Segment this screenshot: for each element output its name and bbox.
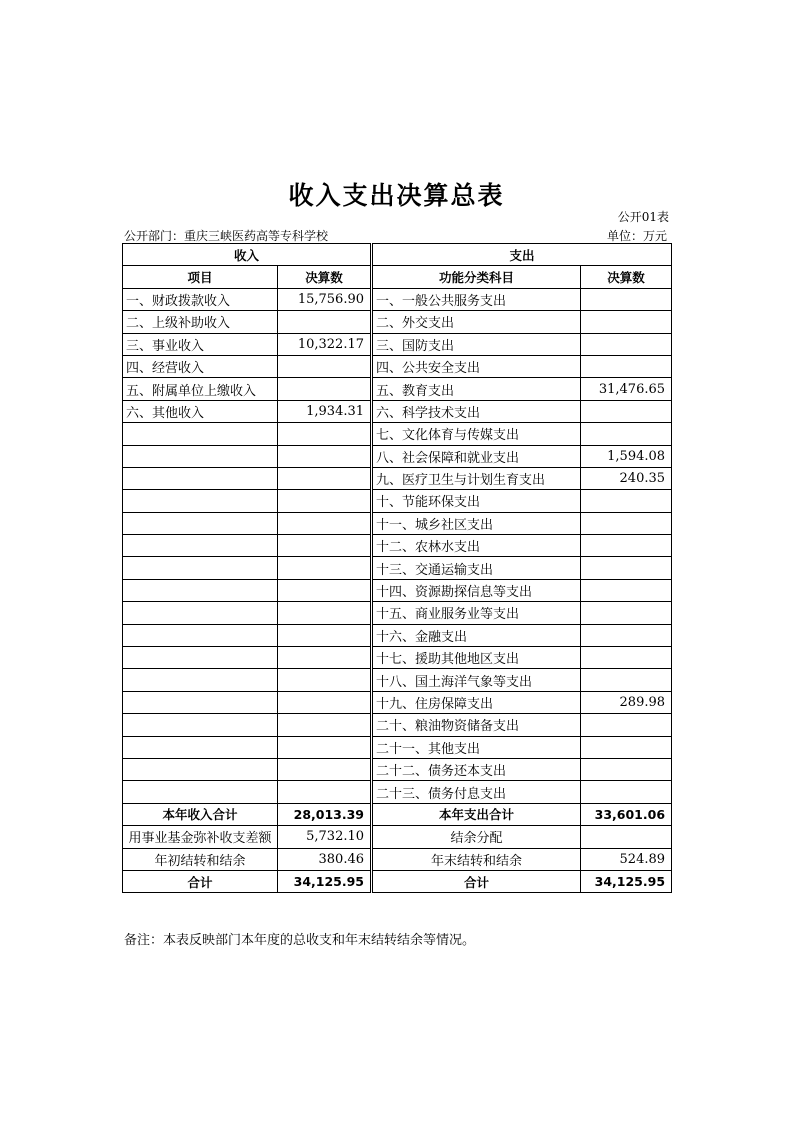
expense-amount-cell (581, 579, 672, 601)
income-amount-cell: 380.46 (278, 848, 372, 870)
expense-category-cell: 合计 (372, 870, 581, 892)
expense-amount-cell (581, 535, 672, 557)
table-row (123, 781, 672, 803)
header-row-columns (123, 266, 672, 288)
expense-amount-cell (581, 512, 672, 534)
expense-category-cell: 十二、农林水支出 (372, 535, 581, 557)
income-item-cell (123, 758, 278, 780)
income-item-cell (123, 669, 278, 691)
table-row (123, 848, 672, 870)
table-row (123, 691, 672, 713)
header-row-sections (123, 244, 672, 266)
income-item-cell (123, 445, 278, 467)
table-row (123, 423, 672, 445)
income-amount-cell (278, 647, 372, 669)
table-row (123, 803, 672, 825)
income-item-cell: 一、财政拨款收入 (123, 288, 278, 310)
category-header: 功能分类科目 (372, 266, 581, 288)
expense-category-cell: 二十、粮油物资储备支出 (372, 714, 581, 736)
income-amount-cell: 15,756.90 (278, 288, 372, 310)
expense-category-cell: 十八、国土海洋气象等支出 (372, 669, 581, 691)
expense-category-cell: 本年支出合计 (372, 803, 581, 825)
expense-category-cell: 十六、金融支出 (372, 624, 581, 646)
table-row (123, 714, 672, 736)
income-amount-cell (278, 781, 372, 803)
table-row (123, 355, 672, 377)
expense-amount-cell: 31,476.65 (581, 378, 672, 400)
expense-amount-cell (581, 624, 672, 646)
income-item-cell (123, 467, 278, 489)
income-amount-cell: 1,934.31 (278, 400, 372, 422)
income-amount-cell (278, 355, 372, 377)
table-row (123, 445, 672, 467)
table-row (123, 624, 672, 646)
expense-category-cell: 年末结转和结余 (372, 848, 581, 870)
unit-label: 单位：万元 (606, 229, 667, 243)
table-row (123, 400, 672, 422)
income-amount-cell: 5,732.10 (278, 826, 372, 848)
expense-amount-cell (581, 602, 672, 624)
income-amount-cell (278, 535, 372, 557)
expense-category-cell: 五、教育支出 (372, 378, 581, 400)
income-item-cell (123, 736, 278, 758)
income-item-cell (123, 490, 278, 512)
income-amount-cell (278, 490, 372, 512)
income-amount-cell (278, 602, 372, 624)
table-row (123, 333, 672, 355)
table-row (123, 826, 672, 848)
expense-header: 支出 (372, 244, 672, 266)
item-header: 项目 (123, 266, 278, 288)
income-header: 收入 (123, 244, 372, 266)
expense-category-cell: 二、外交支出 (372, 311, 581, 333)
table-row (123, 669, 672, 691)
income-item-cell (123, 781, 278, 803)
income-item-cell (123, 624, 278, 646)
expense-amount-cell (581, 311, 672, 333)
expense-category-cell: 二十二、债务还本支出 (372, 758, 581, 780)
income-amount-cell (278, 423, 372, 445)
expense-category-cell: 十七、援助其他地区支出 (372, 647, 581, 669)
income-amount-cell (278, 467, 372, 489)
expense-amount-cell (581, 557, 672, 579)
income-amount-cell (278, 579, 372, 601)
expense-amount-cell: 240.35 (581, 467, 672, 489)
expense-category-cell: 八、社会保障和就业支出 (372, 445, 581, 467)
income-item-cell (123, 512, 278, 534)
income-amount-cell: 34,125.95 (278, 870, 372, 892)
income-amount-cell (278, 624, 372, 646)
expense-category-cell: 二十三、债务付息支出 (372, 781, 581, 803)
table-row (123, 557, 672, 579)
table-row (123, 602, 672, 624)
expense-amount-cell (581, 288, 672, 310)
income-item-cell (123, 691, 278, 713)
expense-category-cell: 十、节能环保支出 (372, 490, 581, 512)
table-row (123, 378, 672, 400)
expense-amount-cell (581, 400, 672, 422)
expense-category-cell: 六、科学技术支出 (372, 400, 581, 422)
income-item-cell: 年初结转和结余 (123, 848, 278, 870)
expense-category-cell: 十三、交通运输支出 (372, 557, 581, 579)
income-amount-cell (278, 512, 372, 534)
income-amount-cell (278, 669, 372, 691)
table-row (123, 736, 672, 758)
income-item-cell: 二、上级补助收入 (123, 311, 278, 333)
expense-amount-cell: 33,601.06 (581, 803, 672, 825)
income-item-cell: 本年收入合计 (123, 803, 278, 825)
table-row (123, 490, 672, 512)
income-amount-cell (278, 445, 372, 467)
table-row (123, 288, 672, 310)
expense-amount-cell (581, 647, 672, 669)
income-item-cell (123, 647, 278, 669)
table-row (123, 758, 672, 780)
income-amount-cell (278, 311, 372, 333)
income-amount-cell (278, 758, 372, 780)
income-amount-cell (278, 378, 372, 400)
expense-amount-cell: 289.98 (581, 691, 672, 713)
income-item-cell: 五、附属单位上缴收入 (123, 378, 278, 400)
income-item-cell: 用事业基金弥补收支差额 (123, 826, 278, 848)
expense-amount-cell (581, 669, 672, 691)
expense-amount-cell (581, 423, 672, 445)
table-row (123, 535, 672, 557)
table-row (123, 512, 672, 534)
expense-amount-cell: 34,125.95 (581, 870, 672, 892)
department-label: 公开部门：重庆三峡医药高等专科学校 (124, 229, 329, 243)
page-title: 收入支出决算总表 (288, 181, 505, 210)
expense-category-cell: 十一、城乡社区支出 (372, 512, 581, 534)
expense-category-cell: 十九、住房保障支出 (372, 691, 581, 713)
budget-table (122, 243, 672, 893)
income-amount-header: 决算数 (278, 266, 372, 288)
expense-amount-cell (581, 826, 672, 848)
expense-category-cell: 一、一般公共服务支出 (372, 288, 581, 310)
expense-category-cell: 四、公共安全支出 (372, 355, 581, 377)
income-amount-cell (278, 557, 372, 579)
income-amount-cell (278, 691, 372, 713)
expense-category-cell: 七、文化体育与传媒支出 (372, 423, 581, 445)
income-item-cell (123, 579, 278, 601)
expense-category-cell: 三、国防支出 (372, 333, 581, 355)
expense-amount-cell (581, 781, 672, 803)
expense-amount-cell: 524.89 (581, 848, 672, 870)
table-row (123, 870, 672, 892)
expense-category-cell: 二十一、其他支出 (372, 736, 581, 758)
expense-category-cell: 九、医疗卫生与计划生育支出 (372, 467, 581, 489)
table-row (123, 647, 672, 669)
expense-amount-cell (581, 758, 672, 780)
expense-amount-cell: 1,594.08 (581, 445, 672, 467)
income-amount-cell (278, 714, 372, 736)
footnote: 备注：本表反映部门本年度的总收支和年末结转结余等情况。 (124, 933, 476, 948)
income-amount-cell: 28,013.39 (278, 803, 372, 825)
income-item-cell: 三、事业收入 (123, 333, 278, 355)
table-code: 公开01表 (617, 210, 669, 224)
income-item-cell (123, 714, 278, 736)
income-item-cell (123, 535, 278, 557)
income-item-cell: 合计 (123, 870, 278, 892)
income-item-cell: 六、其他收入 (123, 400, 278, 422)
income-amount-cell: 10,322.17 (278, 333, 372, 355)
income-item-cell (123, 423, 278, 445)
expense-amount-cell (581, 355, 672, 377)
expense-amount-cell (581, 333, 672, 355)
income-item-cell (123, 602, 278, 624)
income-item-cell: 四、经营收入 (123, 355, 278, 377)
table-row (123, 579, 672, 601)
expense-category-cell: 十四、资源勘探信息等支出 (372, 579, 581, 601)
expense-amount-header: 决算数 (581, 266, 672, 288)
income-item-cell (123, 557, 278, 579)
expense-category-cell: 结余分配 (372, 826, 581, 848)
income-amount-cell (278, 736, 372, 758)
expense-category-cell: 十五、商业服务业等支出 (372, 602, 581, 624)
table-row (123, 311, 672, 333)
expense-amount-cell (581, 714, 672, 736)
expense-amount-cell (581, 490, 672, 512)
table-row (123, 467, 672, 489)
expense-amount-cell (581, 736, 672, 758)
